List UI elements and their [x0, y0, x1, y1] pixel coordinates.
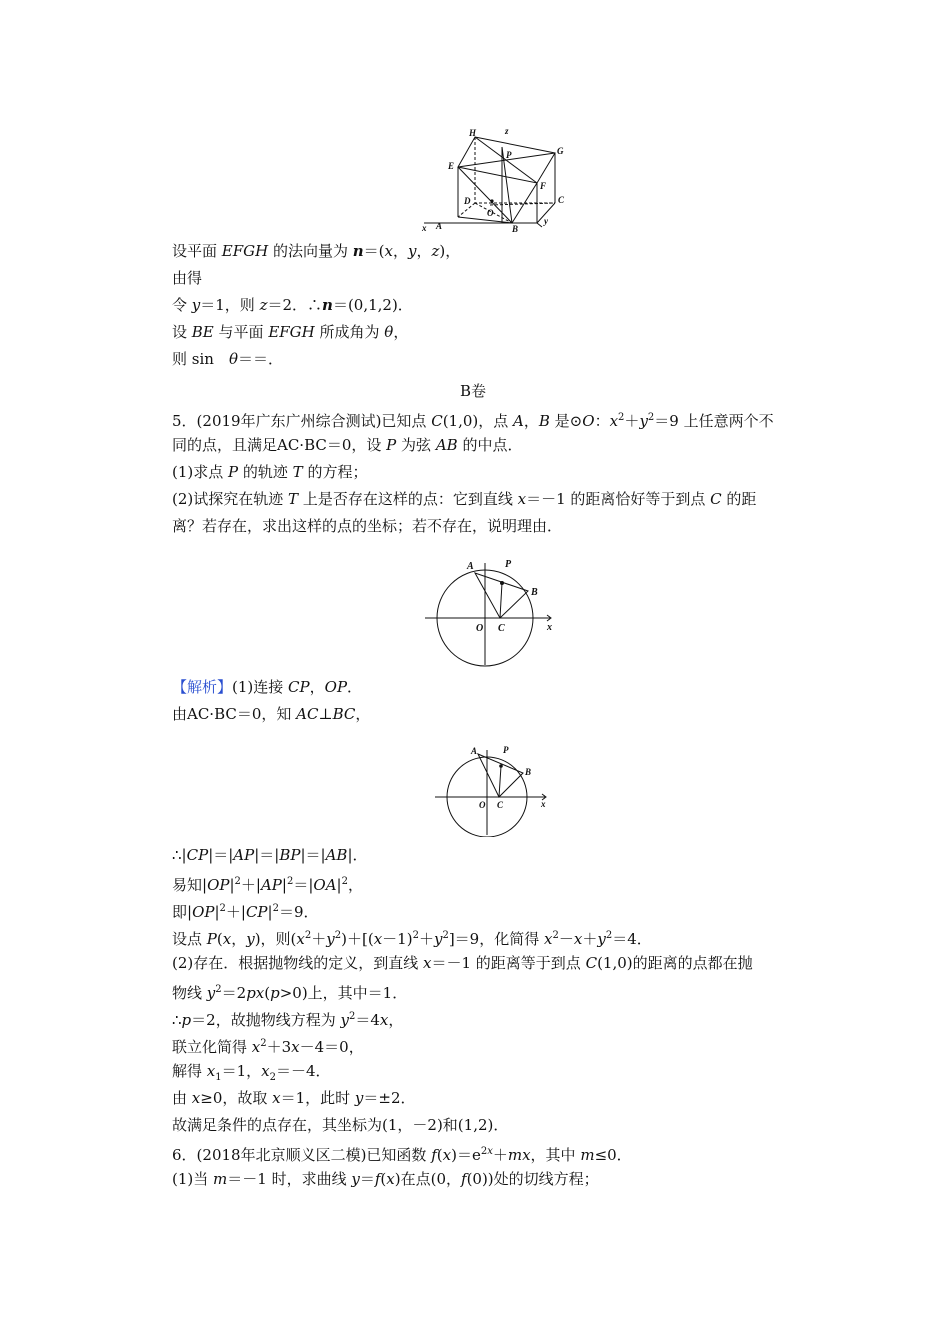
question-5: 同的点，且满足AC·BC＝0，设 P 为弦 AB 的中点． — [172, 436, 523, 454]
text-line: 由得 — [172, 269, 203, 287]
solution-line: 易知$|OP|^2+|AP|^2=|OA|^2$， — [172, 876, 363, 894]
label-D: D — [464, 196, 471, 206]
label-x: x — [541, 799, 546, 809]
solid-figure — [420, 125, 570, 233]
solution-line: 由 x≥0，故取 x＝1，此时 y＝±2． — [172, 1089, 416, 1107]
label-O: O — [476, 623, 484, 634]
section-title: B卷 — [460, 382, 487, 400]
text-line: 设 BE 与平面 EFGH 所成角为 θ， — [172, 323, 409, 341]
question-5-part1: (1)求点 P 的轨迹 T 的方程； — [172, 463, 368, 481]
text-line: 则 sin θ＝＝． — [172, 350, 283, 368]
solution-line: 故满足条件的点存在，其坐标为(1，－2)和(1,2)． — [172, 1116, 509, 1134]
label-B: B — [531, 587, 538, 598]
label-H: H — [469, 128, 477, 138]
question-6: 6．(2018年北京顺义区二模)已知函数 $f(x)=e^{2x}+mx$，其中 m≤0． — [172, 1146, 632, 1164]
label-C: C — [497, 800, 504, 810]
label-z: z — [505, 126, 509, 136]
solution-line: 即$|OP|^2+|CP|^2=9$． — [172, 903, 319, 921]
label-F: F — [540, 181, 547, 191]
label-B: B — [512, 224, 519, 233]
circle-figure-2 — [435, 742, 550, 837]
label-O: O — [487, 208, 494, 218]
solution-mark: 【解析】 — [172, 678, 233, 696]
label-P: P — [506, 150, 512, 160]
label-B: B — [525, 767, 532, 777]
label-A: A — [467, 561, 474, 572]
solution-line: ∴|CP|＝|AP|＝|BP|＝|AB|． — [172, 846, 368, 864]
question-6-part1: (1)当 m＝－1 时，求曲线 y＝f(x)在点(0，f(0))处的切线方程； — [172, 1170, 599, 1188]
label-G: G — [557, 146, 564, 156]
solution-line: ∴p＝2，故抛物线方程为 $y^2=4x$， — [172, 1011, 404, 1029]
label-A: A — [436, 221, 443, 231]
label-O: O — [479, 800, 486, 810]
text-line: 令 y＝1，则 z＝2．∴n＝(0,1,2)． — [172, 296, 413, 314]
text-line: 设平面 EFGH 的法向量为 n＝(x，y，z)， — [172, 242, 461, 260]
solution-line: 联立化简得 $x^2+3x-4=0$， — [172, 1038, 364, 1056]
question-5-part2: (2)试探究在轨迹 T 上是否存在这样的点：它到直线 x＝－1 的距离恰好等于到点 C 的距 — [172, 490, 757, 508]
label-P: P — [505, 559, 512, 570]
question-5: 5．(2019年广东广州综合测试)已知点 C(1,0)，点 A，B 是⊙O：$x^2+y^2=9$ 上任意两个不 — [172, 412, 774, 430]
label-C: C — [558, 195, 565, 205]
label-C: C — [498, 623, 505, 634]
solution-line: 物线 $y^2=2px(p>0)$上，其中＝1． — [172, 984, 408, 1002]
label-P: P — [503, 745, 509, 755]
solution-line: (2)存在．根据抛物线的定义，到直线 x＝－1 的距离等于到点 C(1,0)的距离的点都在抛 — [172, 954, 753, 972]
label-y: y — [544, 216, 548, 226]
label-E: E — [448, 161, 455, 171]
circle-figure — [425, 553, 560, 668]
solution-line: 设点 P(x，y)，则$(x^2+y^2)+[(x-1)^2+y^2]=9$，化简得 $x^2-x+y^2=4$． — [172, 930, 652, 948]
label-x: x — [547, 622, 552, 633]
label-A: A — [471, 746, 478, 756]
label-x: x — [422, 223, 427, 233]
solution-line: 解得 $x_1=1$，$x_2=-4$． — [172, 1062, 331, 1083]
question-5-part2: 离？若存在，求出这样的点的坐标；若不存在，说明理由． — [172, 517, 563, 535]
solution-line: 【解析】(1)连接 CP，OP． — [172, 678, 363, 696]
solution-line: 由AC·BC＝0，知 AC⊥BC， — [172, 705, 371, 723]
